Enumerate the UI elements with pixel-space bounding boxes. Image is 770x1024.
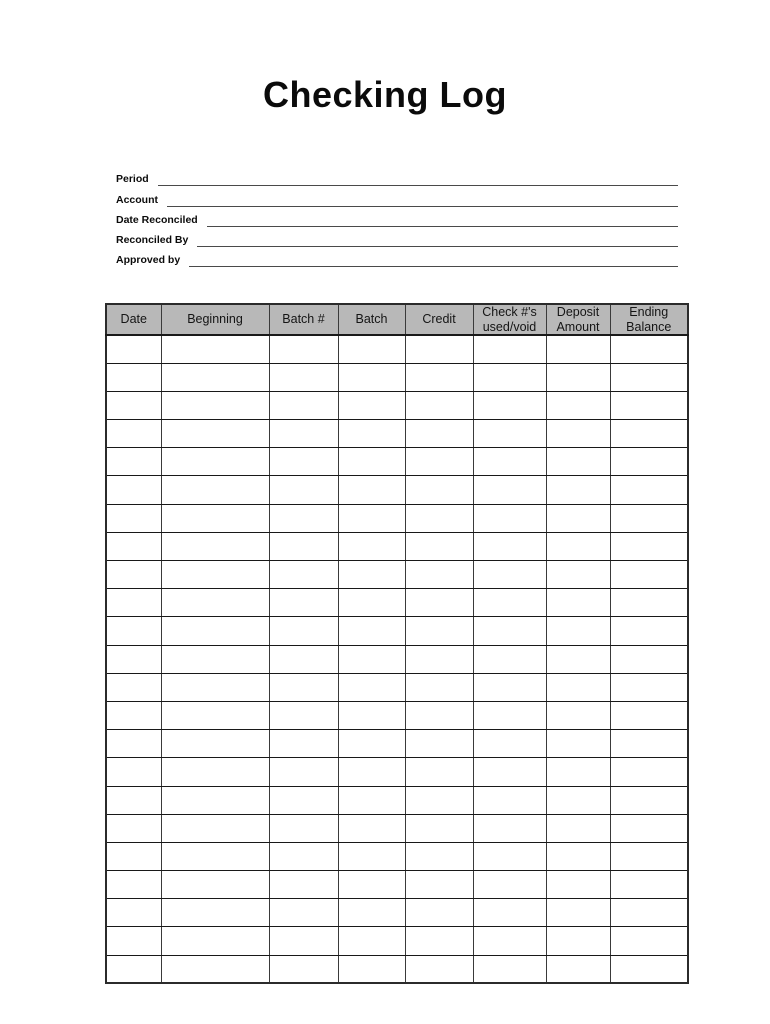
table-cell: [269, 814, 338, 842]
table-cell: [405, 448, 473, 476]
table-cell: [106, 927, 161, 955]
table-cell: [546, 561, 610, 589]
table-cell: [269, 448, 338, 476]
table-cell: [610, 786, 688, 814]
table-cell: [405, 561, 473, 589]
table-cell: [338, 589, 405, 617]
table-cell: [161, 786, 269, 814]
page-title: Checking Log: [262, 74, 507, 115]
form-field-account: [116, 186, 678, 206]
table-cell: [546, 645, 610, 673]
table-cell: [106, 589, 161, 617]
table-cell: [546, 927, 610, 955]
table-cell: [610, 899, 688, 927]
table-cell: [610, 617, 688, 645]
table-cell: [106, 786, 161, 814]
table-cell: [405, 730, 473, 758]
table-cell: [161, 701, 269, 729]
table-cell: [473, 955, 546, 983]
table-cell: [473, 448, 546, 476]
table-cell: [161, 391, 269, 419]
table-cell: [269, 899, 338, 927]
table-cell: [473, 758, 546, 786]
table-cell: [610, 927, 688, 955]
table-cell: [546, 363, 610, 391]
table-cell: [269, 589, 338, 617]
table-cell: [161, 420, 269, 448]
table-cell: [338, 532, 405, 560]
table-cell: [546, 730, 610, 758]
table-row: [106, 955, 688, 983]
table-cell: [546, 758, 610, 786]
table-row: [106, 391, 688, 419]
table-cell: [161, 871, 269, 899]
form-field-blank-line: [207, 213, 678, 227]
table-cell: [473, 871, 546, 899]
table-cell: [473, 730, 546, 758]
table-cell: [405, 673, 473, 701]
table-cell: [473, 504, 546, 532]
table-cell: [610, 814, 688, 842]
table-cell: [161, 335, 269, 363]
table-cell: [610, 842, 688, 870]
table-cell: [269, 871, 338, 899]
table-cell: [161, 927, 269, 955]
table-cell: [405, 617, 473, 645]
table-cell: [106, 645, 161, 673]
table-cell: [338, 899, 405, 927]
table-header-row: [106, 304, 688, 335]
table-row: [106, 927, 688, 955]
form-field-label: Approved by: [116, 254, 181, 267]
table-row: [106, 476, 688, 504]
table-cell: [610, 561, 688, 589]
column-header-batch-number: Batch #: [269, 304, 338, 335]
table-cell: [610, 645, 688, 673]
table-cell: [405, 363, 473, 391]
table-cell: [546, 420, 610, 448]
table-cell: [106, 955, 161, 983]
column-header-beginning: Beginning: [161, 304, 269, 335]
table-cell: [473, 589, 546, 617]
header-form: [116, 166, 678, 267]
table-cell: [269, 955, 338, 983]
table-cell: [106, 730, 161, 758]
table-cell: [405, 871, 473, 899]
table-cell: [161, 730, 269, 758]
table-cell: [610, 673, 688, 701]
table-cell: [546, 532, 610, 560]
table-cell: [106, 363, 161, 391]
table-cell: [546, 871, 610, 899]
table-row: [106, 730, 688, 758]
table-cell: [473, 701, 546, 729]
table-cell: [405, 504, 473, 532]
table-row: [106, 589, 688, 617]
table-cell: [106, 842, 161, 870]
table-cell: [546, 814, 610, 842]
table-cell: [338, 673, 405, 701]
table-cell: [610, 758, 688, 786]
table-cell: [405, 335, 473, 363]
table-cell: [161, 842, 269, 870]
checking-log-table: [105, 303, 689, 984]
table-cell: [473, 391, 546, 419]
table-cell: [106, 448, 161, 476]
table-cell: [269, 701, 338, 729]
table-cell: [546, 955, 610, 983]
table-row: [106, 758, 688, 786]
table-cell: [161, 673, 269, 701]
table-cell: [106, 758, 161, 786]
table-row: [106, 645, 688, 673]
table-cell: [473, 335, 546, 363]
form-field-date-reconciled: [116, 207, 678, 227]
table-cell: [546, 504, 610, 532]
table-cell: [405, 927, 473, 955]
table-cell: [546, 448, 610, 476]
table-cell: [473, 617, 546, 645]
column-header-credit: Credit: [405, 304, 473, 335]
table-cell: [106, 617, 161, 645]
table-cell: [338, 391, 405, 419]
table-cell: [338, 871, 405, 899]
table-cell: [546, 335, 610, 363]
table-cell: [338, 420, 405, 448]
table-cell: [610, 448, 688, 476]
table-cell: [338, 335, 405, 363]
table-cell: [106, 420, 161, 448]
table-cell: [473, 814, 546, 842]
table-cell: [473, 927, 546, 955]
table-cell: [338, 730, 405, 758]
table-cell: [269, 561, 338, 589]
table-body: [106, 335, 688, 983]
column-header-deposit-amount: Deposit Amount: [546, 304, 610, 335]
table-cell: [161, 814, 269, 842]
table-cell: [161, 589, 269, 617]
table-row: [106, 617, 688, 645]
form-field-blank-line: [167, 193, 678, 207]
table-cell: [269, 786, 338, 814]
table-cell: [405, 955, 473, 983]
table-cell: [610, 730, 688, 758]
table-cell: [338, 955, 405, 983]
table-cell: [610, 391, 688, 419]
table-cell: [473, 420, 546, 448]
table-cell: [269, 842, 338, 870]
table-cell: [338, 617, 405, 645]
table-cell: [405, 391, 473, 419]
table-cell: [405, 842, 473, 870]
table-cell: [338, 561, 405, 589]
table-cell: [106, 899, 161, 927]
table-row: [106, 701, 688, 729]
table-cell: [161, 532, 269, 560]
form-field-reconciled-by: [116, 227, 678, 247]
table-row: [106, 561, 688, 589]
table-row: [106, 673, 688, 701]
table-cell: [610, 955, 688, 983]
table-cell: [269, 504, 338, 532]
table-cell: [269, 391, 338, 419]
table-cell: [269, 758, 338, 786]
table-cell: [269, 532, 338, 560]
table-cell: [269, 645, 338, 673]
table-cell: [269, 335, 338, 363]
table-cell: [546, 899, 610, 927]
table-cell: [106, 476, 161, 504]
table-cell: [106, 673, 161, 701]
table-cell: [610, 335, 688, 363]
table-cell: [546, 617, 610, 645]
table-cell: [106, 871, 161, 899]
table-row: [106, 448, 688, 476]
table-cell: [161, 899, 269, 927]
table-cell: [405, 814, 473, 842]
table-cell: [473, 842, 546, 870]
table-cell: [610, 532, 688, 560]
table-cell: [473, 673, 546, 701]
table-cell: [106, 391, 161, 419]
table-cell: [106, 504, 161, 532]
table-cell: [473, 476, 546, 504]
table-cell: [269, 476, 338, 504]
table-row: [106, 420, 688, 448]
table-cell: [405, 589, 473, 617]
table-row: [106, 814, 688, 842]
form-field-approved-by: [116, 247, 678, 267]
form-field-label: Reconciled By: [116, 234, 189, 247]
table-cell: [338, 645, 405, 673]
table-cell: [546, 701, 610, 729]
table-cell: [610, 420, 688, 448]
table-cell: [473, 532, 546, 560]
table-cell: [338, 927, 405, 955]
table-cell: [546, 842, 610, 870]
table-cell: [106, 701, 161, 729]
table-cell: [269, 673, 338, 701]
table-cell: [405, 476, 473, 504]
form-field-blank-line: [158, 172, 678, 186]
table-row: [106, 335, 688, 363]
table-cell: [161, 561, 269, 589]
table-cell: [338, 786, 405, 814]
form-field-label: Date Reconciled: [116, 213, 198, 226]
table-cell: [106, 814, 161, 842]
table-cell: [338, 476, 405, 504]
table-row: [106, 532, 688, 560]
table-cell: [338, 701, 405, 729]
table-cell: [610, 701, 688, 729]
form-field-label: Period: [116, 173, 149, 186]
table-cell: [161, 758, 269, 786]
form-field-label: Account: [116, 193, 158, 206]
table-cell: [161, 955, 269, 983]
table-cell: [405, 701, 473, 729]
table-cell: [338, 758, 405, 786]
table-row: [106, 899, 688, 927]
column-header-date: Date: [106, 304, 161, 335]
table-cell: [161, 617, 269, 645]
column-header-batch: Batch: [338, 304, 405, 335]
table-cell: [473, 786, 546, 814]
table-cell: [161, 448, 269, 476]
table-cell: [161, 504, 269, 532]
table-cell: [338, 814, 405, 842]
table-cell: [473, 561, 546, 589]
table-cell: [106, 561, 161, 589]
form-field-blank-line: [197, 233, 678, 247]
table-cell: [338, 842, 405, 870]
table-cell: [473, 645, 546, 673]
table-cell: [269, 363, 338, 391]
table-cell: [546, 589, 610, 617]
column-header-ending-balance: Ending Balance: [610, 304, 688, 335]
table-cell: [269, 420, 338, 448]
table-row: [106, 504, 688, 532]
table-cell: [610, 589, 688, 617]
table-row: [106, 786, 688, 814]
table-cell: [161, 476, 269, 504]
table-cell: [106, 335, 161, 363]
table-row: [106, 842, 688, 870]
table-cell: [610, 363, 688, 391]
table-cell: [338, 448, 405, 476]
table-cell: [546, 786, 610, 814]
table-cell: [106, 532, 161, 560]
table-row: [106, 363, 688, 391]
table-cell: [161, 645, 269, 673]
table-cell: [473, 363, 546, 391]
table-cell: [405, 645, 473, 673]
table-cell: [338, 504, 405, 532]
table-cell: [269, 927, 338, 955]
table-cell: [546, 673, 610, 701]
table-cell: [610, 504, 688, 532]
table-cell: [610, 476, 688, 504]
form-field-period: [116, 166, 678, 186]
form-field-blank-line: [189, 253, 678, 267]
table-cell: [269, 617, 338, 645]
table-cell: [405, 532, 473, 560]
table-cell: [269, 730, 338, 758]
table-cell: [405, 899, 473, 927]
table-cell: [405, 758, 473, 786]
table-row: [106, 871, 688, 899]
table-cell: [405, 786, 473, 814]
table-cell: [610, 871, 688, 899]
table-cell: [161, 363, 269, 391]
table-cell: [473, 899, 546, 927]
table-cell: [405, 420, 473, 448]
table-cell: [546, 476, 610, 504]
column-header-check-numbers-used-void: Check #'s used/void: [473, 304, 546, 335]
table-cell: [546, 391, 610, 419]
table-cell: [338, 363, 405, 391]
